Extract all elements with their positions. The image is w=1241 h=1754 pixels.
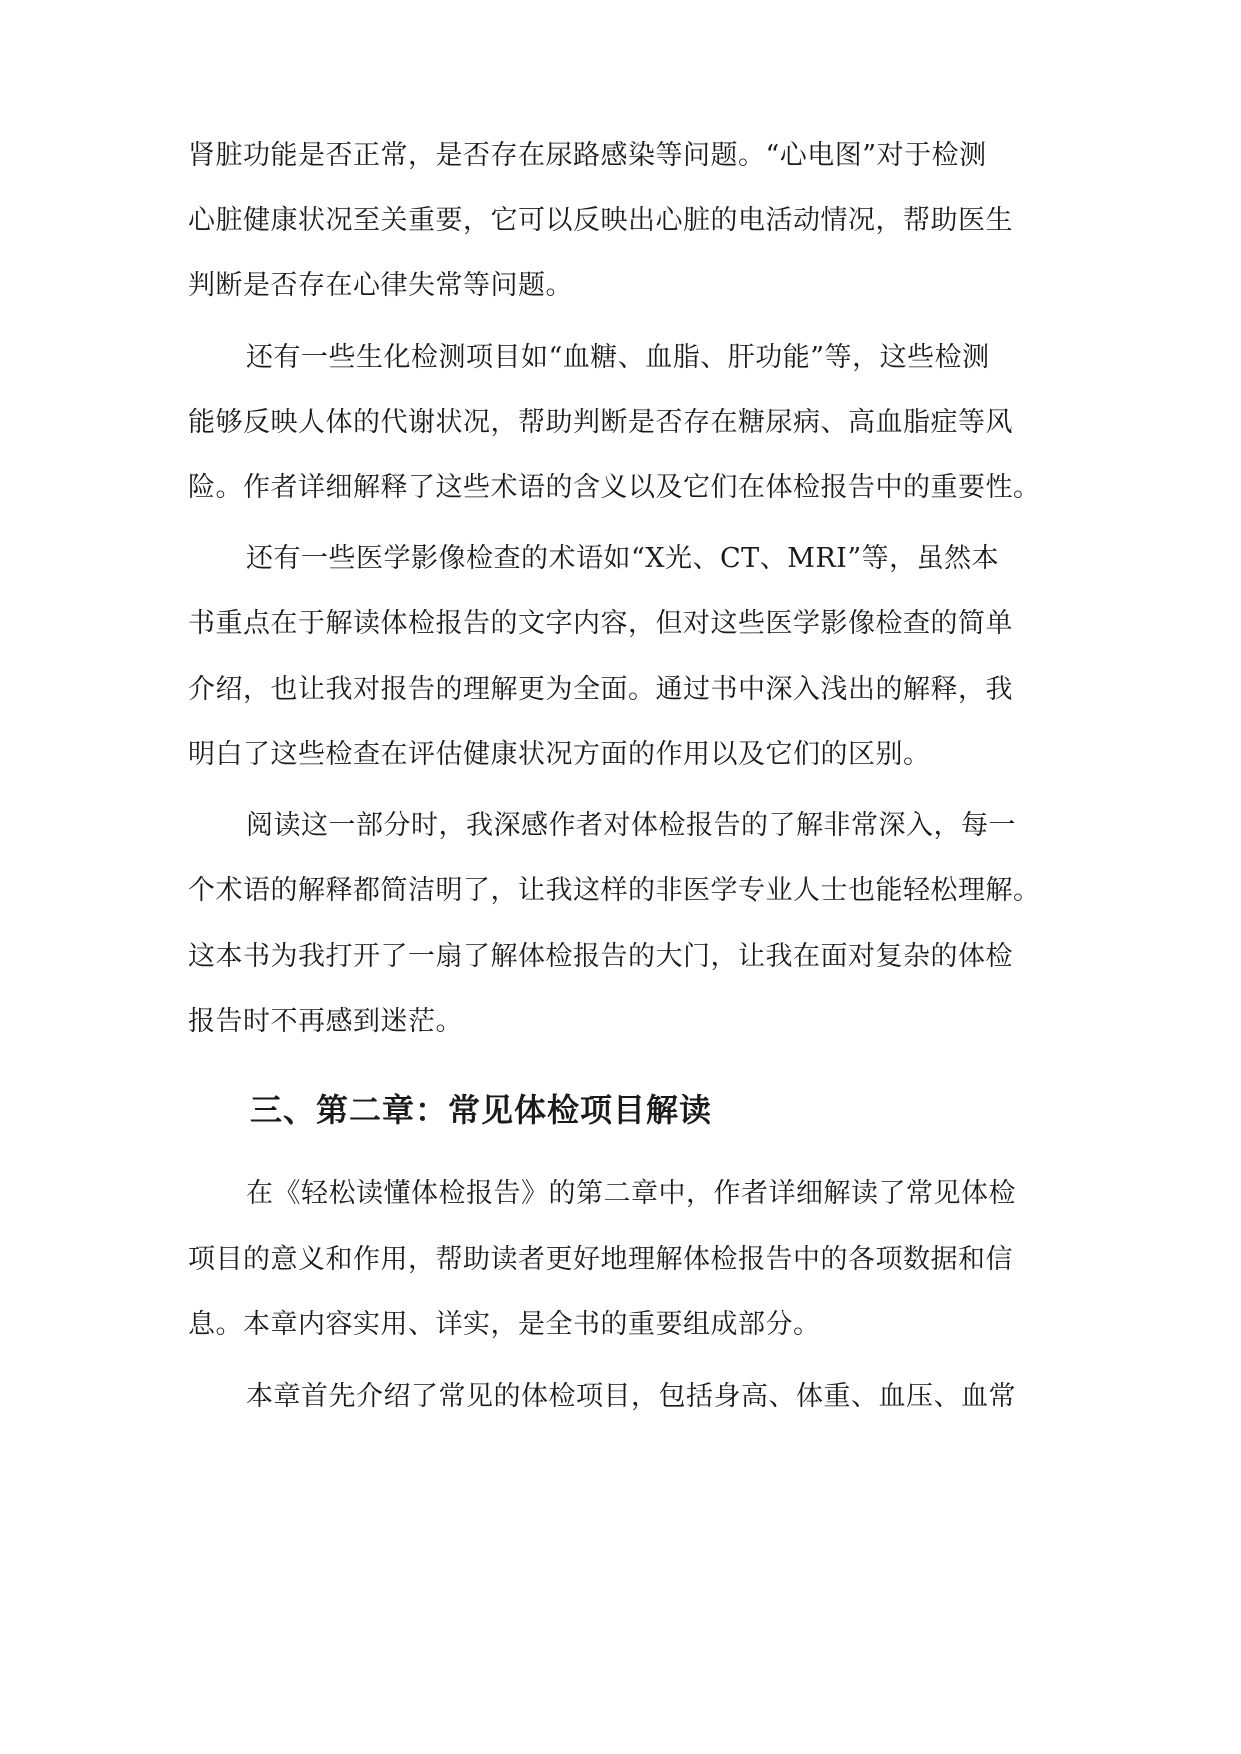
text-line: 判断是否存在心律失常等问题。 (188, 270, 573, 301)
text-line: 还有一些医学影像检查的术语如“X光、CT、MRI”等，虽然本 (246, 543, 1000, 574)
text-line: 肾脏功能是否正常，是否存在尿路感染等问题。“心电图”对于检测 (188, 140, 987, 171)
text-line: 个术语的解释都简洁明了，让我这样的非医学专业人士也能轻松理解。 (188, 875, 1041, 906)
text-line: 在《轻松读懂体检报告》的第二章中，作者详细解读了常见体检 (246, 1178, 1016, 1209)
text-line: 能够反映人体的代谢状况，帮助判断是否存在糖尿病、高血脂症等风 (188, 407, 1013, 438)
text-line: 险。作者详细解释了这些术语的含义以及它们在体检报告中的重要性。 (188, 472, 1041, 503)
text-line: 本章首先介绍了常见的体检项目，包括身高、体重、血压、血常 (246, 1381, 1016, 1412)
section-heading: 三、第二章：常见体检项目解读 (250, 1091, 713, 1129)
text-line: 介绍，也让我对报告的理解更为全面。通过书中深入浅出的解释，我 (188, 674, 1013, 705)
text-line: 阅读这一部分时，我深感作者对体检报告的了解非常深入，每一 (246, 810, 1016, 841)
text-line: 书重点在于解读体检报告的文字内容，但对这些医学影像检查的简单 (188, 608, 1013, 639)
text-line: 项目的意义和作用，帮助读者更好地理解体检报告中的各项数据和信 (188, 1244, 1013, 1275)
text-line: 心脏健康状况至关重要，它可以反映出心脏的电活动情况，帮助医生 (188, 205, 1013, 236)
text-line: 息。本章内容实用、详实，是全书的重要组成部分。 (188, 1309, 821, 1340)
text-line: 还有一些生化检测项目如“血糖、血脂、肝功能”等，这些检测 (246, 342, 990, 373)
text-line: 报告时不再感到迷茫。 (188, 1006, 463, 1037)
text-line: 这本书为我打开了一扇了解体检报告的大门，让我在面对复杂的体检 (188, 941, 1013, 972)
text-line: 明白了这些检查在评估健康状况方面的作用以及它们的区别。 (188, 739, 931, 770)
